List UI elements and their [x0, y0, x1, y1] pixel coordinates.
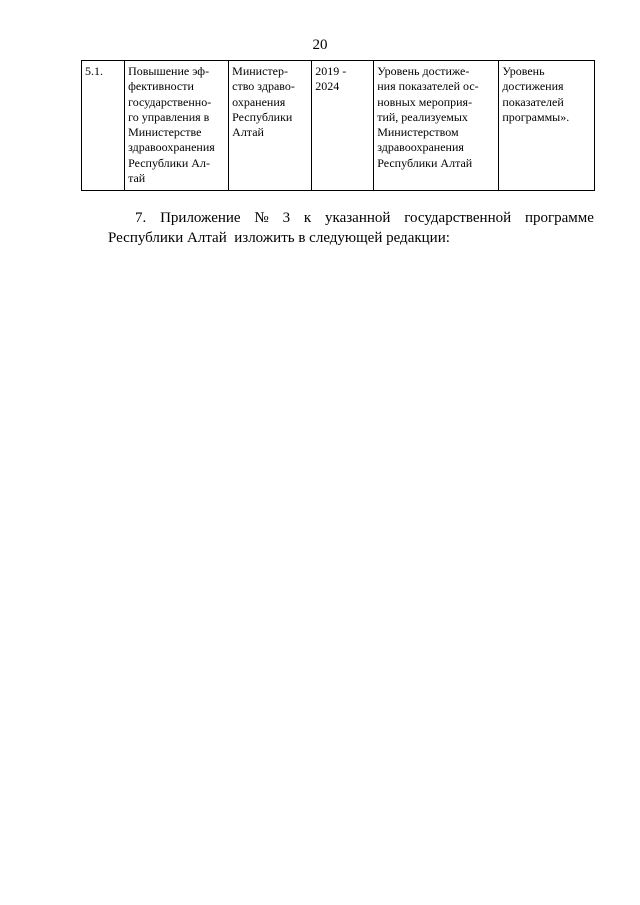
cell-result-line: Министерством [377, 125, 459, 140]
cell-executor-line: охранения [232, 94, 286, 109]
cell-term [312, 61, 374, 191]
word: к [303, 210, 312, 226]
cell-executor [229, 61, 312, 191]
cell-name-line [128, 64, 225, 79]
word: 7. [135, 210, 147, 226]
cell-indicator-line: программы». [502, 109, 570, 124]
word: указанной [325, 210, 391, 226]
cell-number: 5.1. [82, 61, 125, 191]
cell-executor-line: ство здраво- [232, 79, 295, 94]
word: программе [524, 210, 594, 226]
cell-indicator-line: показателей [502, 94, 564, 109]
program-table [81, 60, 595, 191]
cell-term-line: 2024 [315, 79, 340, 94]
cell-term-line: 2019 - [315, 64, 347, 78]
paragraph-line-1 [108, 208, 594, 228]
cell-indicator [499, 61, 595, 191]
word: № [254, 210, 269, 226]
cell-result-line: Республики Алтай [377, 155, 473, 170]
amendment-paragraph [108, 208, 594, 248]
paragraph-line-2: Республики Алтай изложить в следующей редакции: [108, 230, 450, 246]
cell-result-line: новных мероприя- [377, 94, 473, 109]
cell-result-line: Уровень достиже- [377, 64, 470, 78]
cell-name [125, 61, 229, 191]
word: государственной [404, 210, 512, 226]
cell-name-line: Республики Ал- [128, 155, 210, 170]
cell-name-line: фективности [128, 79, 194, 94]
cell-result [374, 61, 499, 191]
cell-indicator-line: Уровень [502, 64, 545, 78]
cell-executor-line: Министер- [232, 64, 288, 78]
cell-name-line: здравоохранения [128, 140, 215, 155]
cell-result-line: ния показателей ос- [377, 79, 479, 94]
cell-executor-line: Алтай [232, 125, 264, 140]
cell-result-line: здравоохранения [377, 140, 464, 155]
cell-indicator-line: достижения [502, 79, 564, 94]
cell-name-line: государственно- [128, 94, 212, 109]
cell-name-line: го управления в [128, 109, 210, 124]
page-number: 20 [312, 37, 328, 53]
cell-name-line: Министерстве [128, 125, 202, 140]
cell-executor-line: Республики [232, 109, 293, 124]
cell-result-line: тий, реализуемых [377, 109, 468, 124]
word: Приложение [160, 210, 241, 226]
table-row [82, 61, 595, 191]
cell-name-line: тай [128, 171, 146, 186]
cell-text: Повышение эф- [128, 64, 210, 78]
word: 3 [282, 210, 291, 226]
